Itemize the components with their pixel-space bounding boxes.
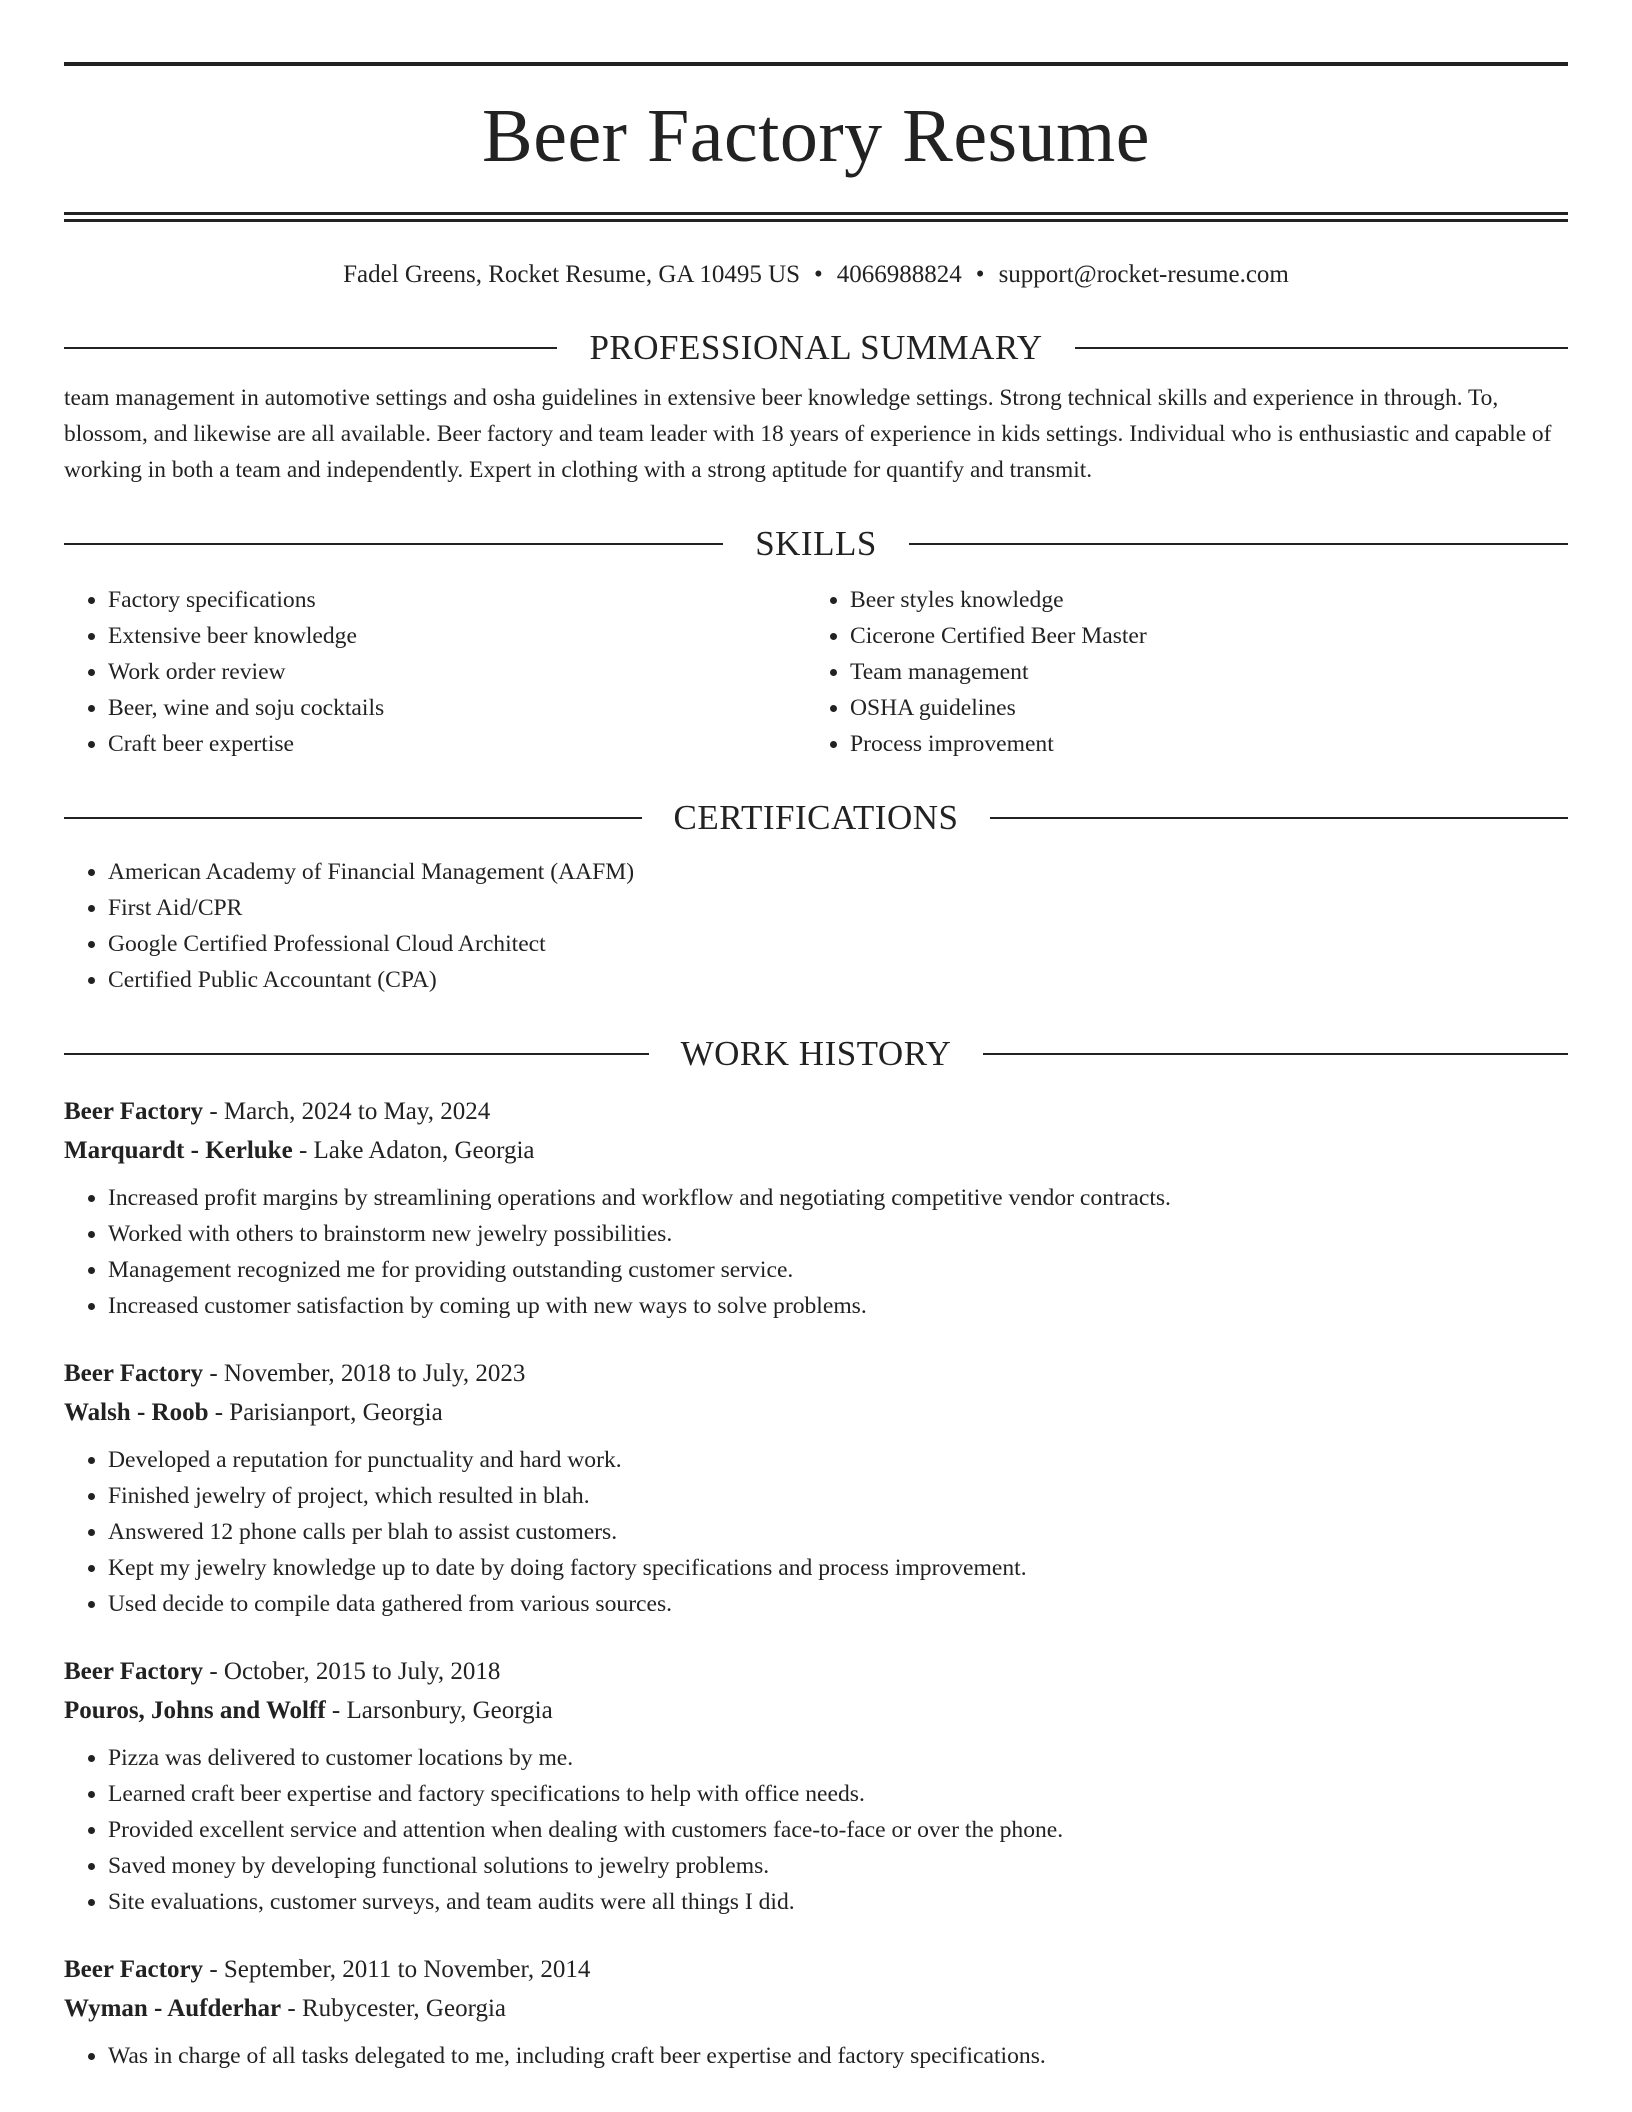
heading-rule-left	[64, 1053, 649, 1055]
skill-item: • Factory specifications	[108, 582, 806, 618]
job-entry	[64, 1950, 1568, 2074]
section-heading-summary	[64, 326, 1568, 370]
job-company-line	[64, 1393, 1568, 1432]
top-rule	[64, 62, 1568, 66]
job-company-line	[64, 1131, 1568, 1170]
certification-item: • Google Certified Professional Cloud Architect	[108, 926, 1568, 962]
job-bullet: • Used decide to compile data gathered from various sources.	[108, 1586, 1568, 1622]
job-title: Beer Factory	[64, 1956, 204, 1983]
section-heading-certifications	[64, 796, 1568, 840]
job-bullet: • Increased customer satisfaction by coming up with new ways to solve problems.	[108, 1288, 1568, 1324]
heading-rule-left	[64, 347, 557, 349]
job-bullet: • Kept my jewelry knowledge up to date by doing factory specifications and process improvement.	[108, 1550, 1568, 1586]
job-bullet: • Pizza was delivered to customer locations by me.	[108, 1740, 1568, 1776]
section-heading-skills	[64, 522, 1568, 566]
section-title: CERTIFICATIONS	[673, 798, 959, 837]
job-title: Beer Factory	[64, 1658, 204, 1685]
job-company-line	[64, 1691, 1568, 1730]
resume-page	[64, 62, 1568, 2074]
job-title-line	[64, 1950, 1568, 1989]
skills-list	[64, 582, 1568, 762]
job-location: - Rubycester, Georgia	[287, 1995, 506, 2022]
certification-item: • Certified Public Accountant (CPA)	[108, 962, 1568, 998]
skills-column-left	[64, 582, 806, 762]
skill-item: • Work order review	[108, 654, 806, 690]
job-title-line	[64, 1652, 1568, 1691]
section-title: SKILLS	[755, 524, 877, 563]
job-location: - Parisianport, Georgia	[214, 1399, 443, 1426]
heading-rule-right	[909, 543, 1568, 545]
job-dates: - March, 2024 to May, 2024	[209, 1098, 491, 1125]
certification-item: • American Academy of Financial Management (AAFM)	[108, 854, 1568, 890]
job-title-line	[64, 1092, 1568, 1131]
job-company: Walsh - Roob	[64, 1399, 209, 1426]
job-entry	[64, 1652, 1568, 1920]
heading-rule-right	[990, 817, 1568, 819]
contact-line	[64, 258, 1568, 292]
job-bullet: • Finished jewelry of project, which resulted in blah.	[108, 1478, 1568, 1514]
job-bullets	[64, 1740, 1568, 1920]
skill-item: • Team management	[850, 654, 1548, 690]
job-bullet: • Increased profit margins by streamlining operations and workflow and negotiating competitive vendor contracts.	[108, 1180, 1568, 1216]
skill-item: • Cicerone Certified Beer Master	[850, 618, 1548, 654]
title-double-rule	[64, 212, 1568, 222]
job-title: Beer Factory	[64, 1098, 204, 1125]
heading-rule-left	[64, 817, 642, 819]
contact-address: Fadel Greens, Rocket Resume, GA 10495 US	[343, 261, 801, 288]
skills-column-right	[806, 582, 1548, 762]
job-location: - Lake Adaton, Georgia	[298, 1137, 535, 1164]
heading-rule-right	[983, 1053, 1568, 1055]
job-bullets	[64, 1180, 1568, 1324]
job-location: - Larsonbury, Georgia	[331, 1697, 553, 1724]
job-company: Wyman - Aufderhar	[64, 1995, 282, 2022]
contact-phone: 4066988824	[836, 261, 962, 288]
job-bullet: • Provided excellent service and attention when dealing with customers face-to-face or over the phone.	[108, 1812, 1568, 1848]
contact-separator: •	[975, 261, 985, 288]
job-company: Marquardt - Kerluke	[64, 1137, 293, 1164]
job-bullet: • Site evaluations, customer surveys, and team audits were all things I did.	[108, 1884, 1568, 1920]
job-title-line	[64, 1354, 1568, 1393]
job-dates: - November, 2018 to July, 2023	[209, 1360, 526, 1387]
job-title: Beer Factory	[64, 1360, 204, 1387]
job-entry	[64, 1092, 1568, 1324]
job-bullet: • Answered 12 phone calls per blah to assist customers.	[108, 1514, 1568, 1550]
contact-separator: •	[814, 261, 823, 288]
skill-item: • Craft beer expertise	[108, 726, 806, 762]
heading-rule-right	[1075, 347, 1568, 349]
job-bullet: • Worked with others to brainstorm new jewelry possibilities.	[108, 1216, 1568, 1252]
skill-item: • OSHA guidelines	[850, 690, 1548, 726]
job-bullet: • Learned craft beer expertise and factory specifications to help with office needs.	[108, 1776, 1568, 1812]
job-company-line	[64, 1989, 1568, 2028]
skill-item: • Beer, wine and soju cocktails	[108, 690, 806, 726]
skill-item: • Beer styles knowledge	[850, 582, 1548, 618]
job-dates: - September, 2011 to November, 2014	[209, 1956, 591, 1983]
certifications-list	[64, 854, 1568, 998]
job-entry	[64, 1354, 1568, 1622]
job-dates: - October, 2015 to July, 2018	[209, 1658, 501, 1685]
section-title: PROFESSIONAL SUMMARY	[589, 328, 1043, 367]
job-bullet: • Saved money by developing functional solutions to jewelry problems.	[108, 1848, 1568, 1884]
job-bullet: • Management recognized me for providing outstanding customer service.	[108, 1252, 1568, 1288]
section-heading-work-history	[64, 1032, 1568, 1076]
contact-email: support@rocket-resume.com	[998, 261, 1289, 288]
resume-title: Beer Factory Resume	[482, 94, 1150, 178]
heading-rule-left	[64, 543, 723, 545]
skill-item: • Process improvement	[850, 726, 1548, 762]
job-bullets	[64, 2038, 1568, 2074]
section-title: WORK HISTORY	[680, 1034, 952, 1073]
job-bullet: • Was in charge of all tasks delegated to me, including craft beer expertise and factory specifications.	[108, 2038, 1568, 2074]
professional-summary-text: team management in automotive settings and osha guidelines in extensive beer knowledge settings. Strong technical skills and experience in through. To, blossom, and likewise are all available. Beer factory and team leader with 18 years of experience in kids settings. Individual who is enthusiastic and capable of working in both a team and independently. Expert in clothing with a strong aptitude for quantify and transmit.	[64, 385, 1552, 483]
job-bullet: • Developed a reputation for punctuality and hard work.	[108, 1442, 1568, 1478]
certification-item: • First Aid/CPR	[108, 890, 1568, 926]
job-company: Pouros, Johns and Wolff	[64, 1697, 326, 1724]
job-bullets	[64, 1442, 1568, 1622]
skill-item: • Extensive beer knowledge	[108, 618, 806, 654]
